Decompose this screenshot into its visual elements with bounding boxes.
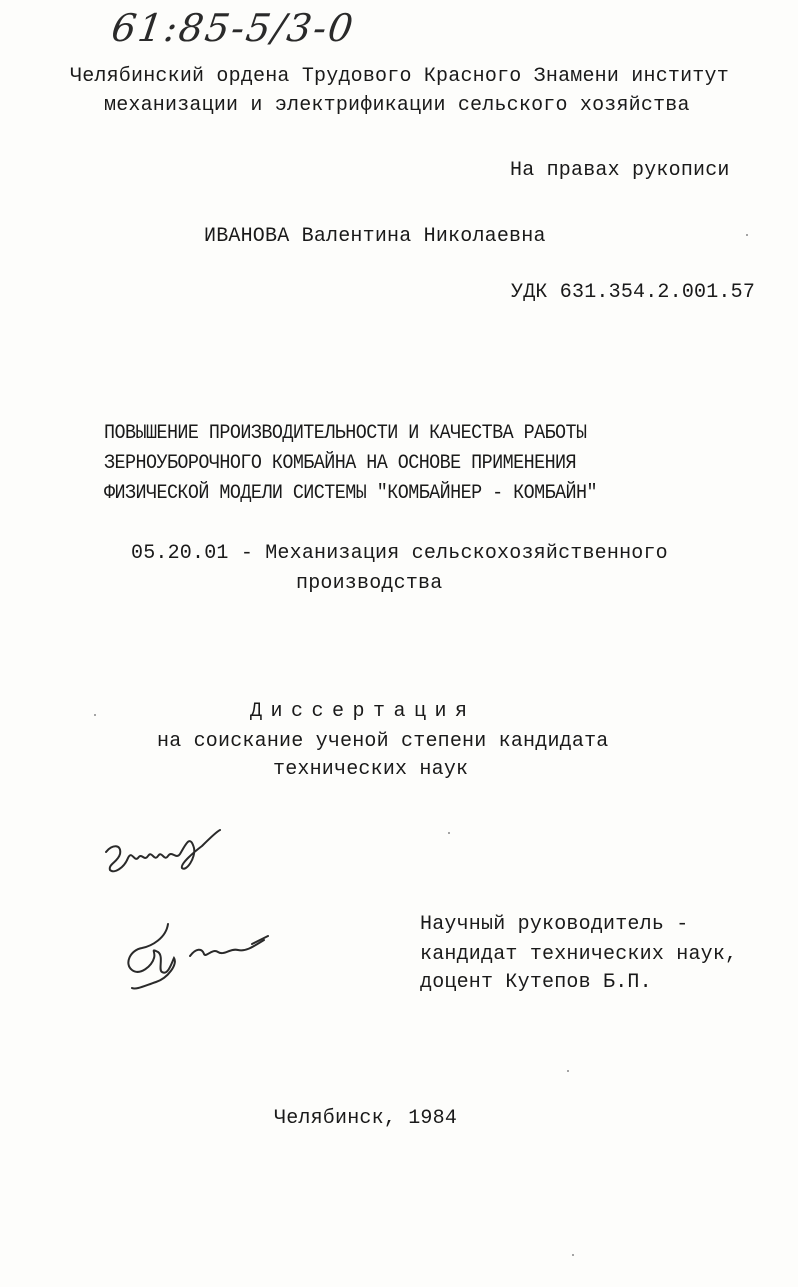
scan-speck — [572, 1254, 574, 1256]
supervisor-line-3: доцент Кутепов Б.П. — [420, 971, 652, 994]
scan-speck — [448, 832, 450, 834]
institution-line-1: Челябинский ордена Трудового Красного Знамени институт — [70, 65, 729, 88]
title-line-3: ФИЗИЧЕСКОЙ МОДЕЛИ СИСТЕМЫ "КОМБАЙНЕР - КОМБАЙН" — [104, 482, 598, 505]
signature-drawing — [112, 918, 282, 998]
scan-speck — [746, 234, 748, 236]
manuscript-rights: На правах рукописи — [510, 159, 730, 182]
specialty-line-1: 05.20.01 - Механизация сельскохозяйственного — [131, 542, 668, 565]
supervisor-line-2: кандидат технических наук, — [420, 943, 738, 966]
work-type-line-3: технических наук — [273, 758, 469, 781]
work-type-line-2: на соискание ученой степени кандидата — [157, 730, 609, 753]
title-line-2: ЗЕРНОУБОРОЧНОГО КОМБАЙНА НА ОСНОВЕ ПРИМЕНЕНИЯ — [104, 452, 577, 475]
specialty-line-2: производства — [296, 572, 443, 595]
author-name: ИВАНОВА Валентина Николаевна — [204, 225, 546, 248]
supervisor-line-1: Научный руководитель - — [420, 913, 689, 936]
archive-number: 61:85-5/3-0 — [108, 6, 358, 50]
place-year: Челябинск, 1984 — [274, 1107, 458, 1130]
scan-speck — [94, 714, 96, 716]
title-line-1: ПОВЫШЕНИЕ ПРОИЗВОДИТЕЛЬНОСТИ И КАЧЕСТВА РАБОТЫ — [104, 422, 587, 445]
udc-code: УДК 631.354.2.001.57 — [511, 281, 756, 304]
work-type-heading: Диссертация — [250, 700, 476, 723]
scan-speck — [567, 1070, 569, 1072]
handwritten-note-drawing — [98, 822, 238, 882]
institution-line-2: механизации и электрификации сельского хозяйства — [104, 94, 690, 117]
